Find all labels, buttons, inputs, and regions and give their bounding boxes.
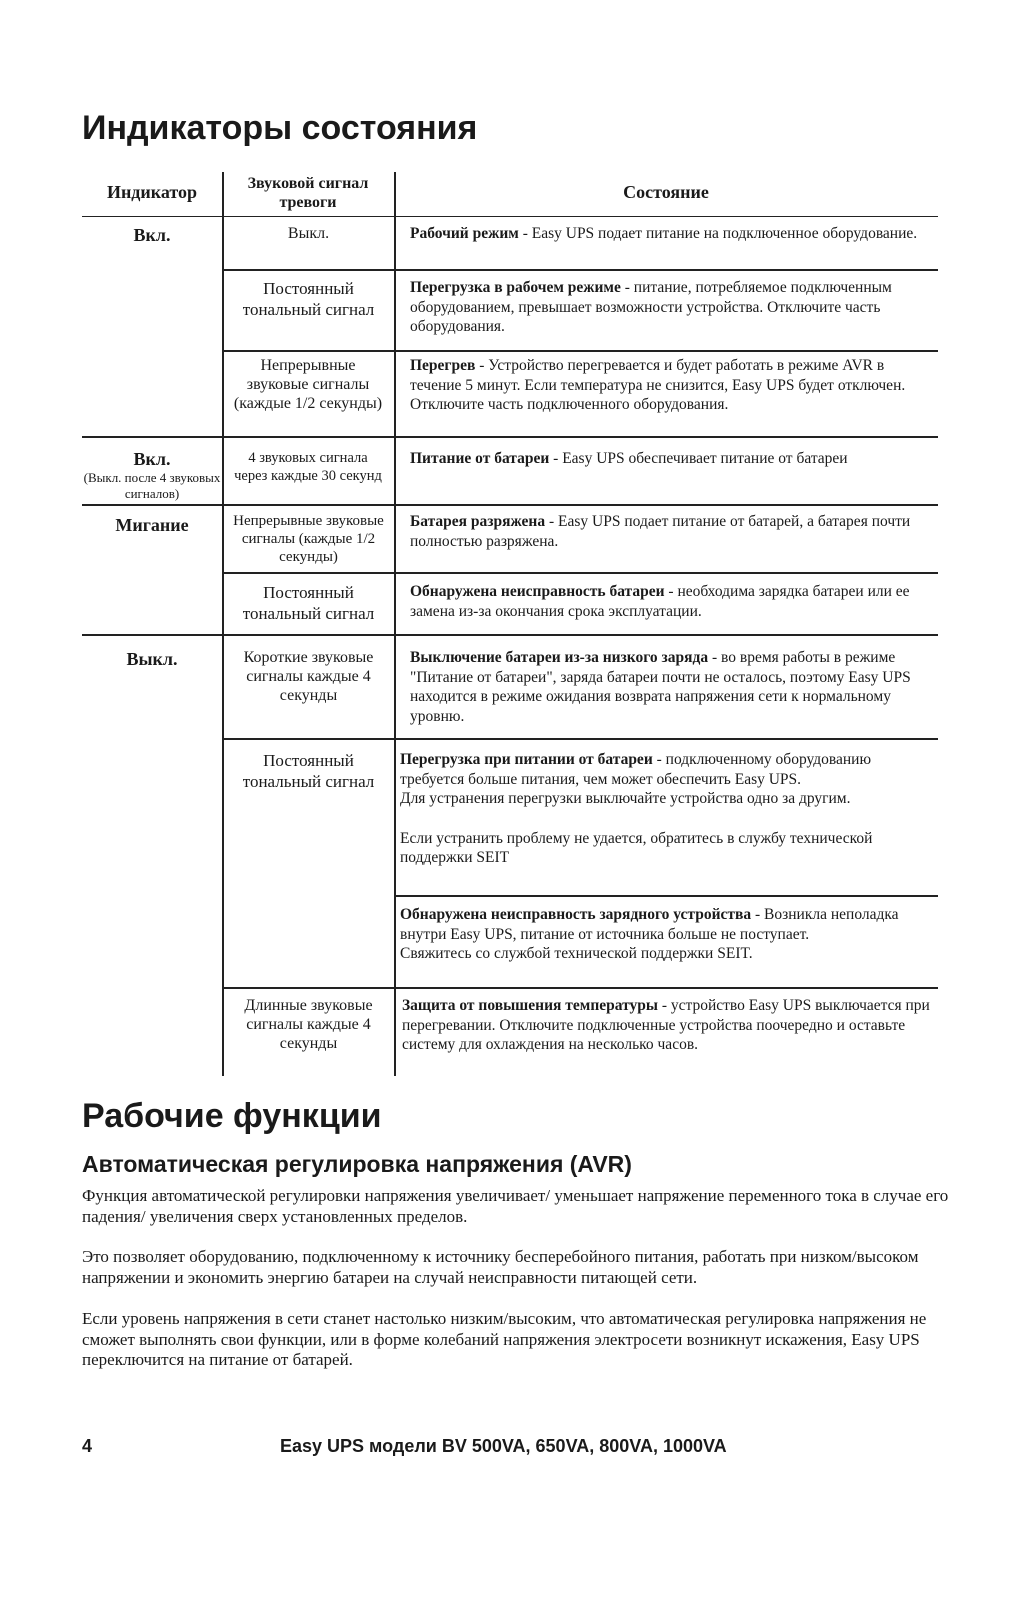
status-indicators-table bbox=[82, 172, 938, 1053]
paragraph: Это позволяет оборудованию, подключенному к источнику бесперебойного питания, работать при низком/высоком напряжении и экономить энергию батареи на случай неисправности питающей сети. bbox=[82, 1247, 919, 1287]
status-title: Выключение батареи из-за низкого заряда bbox=[410, 649, 709, 666]
status-text: - Устройство перегревается и будет работать в режиме AVR в течение 5 минут. Если температура не снизится, Easy UPS будет отключен. Отключите часть подключенного оборудования. bbox=[410, 357, 906, 413]
status-cell bbox=[410, 512, 932, 551]
alarm-cell: Короткие звуковые сигналы каждые 4 секунды bbox=[243, 649, 374, 704]
row-divider bbox=[223, 572, 938, 574]
page-number: 4 bbox=[82, 1436, 93, 1456]
status-text: - подключенному оборудованию требуется больше питания, чем может обеспечить Easy UPS. bbox=[400, 751, 872, 788]
indicator-note: (Выкл. после 4 звуковых сигналов) bbox=[83, 470, 221, 501]
status-text-line: Если устранить проблему не удается, обратитесь в службу технической поддержки SEIT bbox=[400, 829, 873, 866]
row-divider bbox=[223, 350, 938, 352]
status-cell bbox=[410, 278, 932, 337]
indicator-on-label: Вкл. bbox=[133, 449, 171, 469]
status-cell bbox=[410, 648, 932, 726]
indicator-off: Выкл. bbox=[126, 649, 178, 669]
section-title-operating-functions: Рабочие функции bbox=[82, 1097, 382, 1135]
row-divider bbox=[223, 987, 938, 989]
status-text-line: Свяжитесь со службой технической поддержки SEIT. bbox=[400, 945, 753, 962]
alarm-cell: Непрерывные звуковые сигналы (каждые 1/2 секунды) bbox=[233, 357, 383, 412]
status-cell bbox=[400, 905, 932, 964]
status-title: Перегрузка при питании от батареи bbox=[400, 751, 653, 768]
row-divider bbox=[395, 895, 938, 897]
status-title: Батарея разряжена bbox=[410, 513, 546, 530]
status-title: Перегрузка в рабочем режиме bbox=[410, 279, 621, 296]
status-cell bbox=[402, 996, 932, 1055]
status-cell bbox=[410, 582, 932, 621]
indicator-blink: Мигание bbox=[115, 515, 189, 535]
alarm-cell: Постоянный тональный сигнал bbox=[242, 583, 375, 623]
row-divider bbox=[82, 504, 938, 506]
row-divider bbox=[82, 436, 938, 438]
section-title-status-indicators: Индикаторы состояния bbox=[82, 109, 478, 147]
status-text: - Easy UPS подает питание от батарей, а батарея почти полностью разряжена. bbox=[410, 513, 911, 550]
alarm-cell: Непрерывные звуковые сигналы (каждые 1/2 секунды) bbox=[233, 513, 384, 565]
header-indicator: Индикатор bbox=[106, 182, 198, 202]
status-title: Рабочий режим bbox=[410, 225, 519, 242]
footer-title: Easy UPS модели BV 500VA, 650VA, 800VA, 1000VA bbox=[280, 1436, 727, 1456]
subsection-title-avr: Автоматическая регулировка напряжения (AVR) bbox=[82, 1151, 632, 1177]
status-text: - Easy UPS подает питание на подключенное оборудование. bbox=[518, 225, 918, 242]
header-alarm: Звуковой сигнал тревоги bbox=[247, 175, 369, 211]
alarm-cell: Длинные звуковые сигналы каждые 4 секунды bbox=[244, 997, 373, 1052]
alarm-cell: Выкл. bbox=[287, 225, 330, 242]
status-title: Перегрев bbox=[410, 357, 476, 374]
header-status: Состояние bbox=[623, 182, 709, 202]
status-title: Защита от повышения температуры bbox=[402, 997, 658, 1014]
paragraph: Функция автоматической регулировки напряжения увеличивает/ уменьшает напряжение переменного тока в случае его падения/ увеличения сверх установленных пределов. bbox=[82, 1186, 949, 1226]
status-text: - Easy UPS обеспечивает питание от батареи bbox=[549, 450, 848, 467]
status-text: - устройство Easy UPS выключается при перегревании. Отключите подключенные устройства поочередно и оставьте систему для охлаждения на несколько часов. bbox=[402, 997, 930, 1053]
status-text: - во время работы в режиме "Питание от батареи", заряда батареи почти не осталось, поэтому Easy UPS находится в режиме ожидания возврата напряжения сети к нормальному уровню. bbox=[410, 649, 911, 725]
status-cell bbox=[410, 224, 932, 244]
status-text: - Возникла неполадка внутри Easy UPS, питание от источника больше не поступает. bbox=[400, 906, 899, 943]
status-text: - питание, потребляемое подключенным оборудованием, превышает возможности устройства. Отключите часть оборудования. bbox=[410, 279, 892, 335]
row-divider bbox=[223, 269, 938, 271]
table-header bbox=[82, 172, 938, 217]
indicator-on-with-note bbox=[82, 448, 222, 502]
row-divider bbox=[223, 738, 938, 740]
status-title: Обнаружена неисправность батареи bbox=[410, 583, 665, 600]
status-cell bbox=[410, 356, 932, 415]
alarm-cell: 4 звуковых сигнала через каждые 30 секунд bbox=[234, 450, 382, 484]
row-divider bbox=[82, 634, 938, 636]
status-text-line: Для устранения перегрузки выключайте устройства одно за другим. bbox=[400, 790, 851, 807]
status-title: Обнаружена неисправность зарядного устройства bbox=[400, 906, 752, 923]
status-cell bbox=[400, 750, 932, 868]
indicator-on: Вкл. bbox=[133, 225, 171, 245]
status-title: Питание от батареи bbox=[410, 450, 550, 467]
table-column-divider bbox=[394, 172, 396, 1076]
alarm-cell: Постоянный тональный сигнал bbox=[242, 279, 375, 319]
alarm-cell: Постоянный тональный сигнал bbox=[242, 751, 375, 791]
status-text: - необходима зарядка батареи или ее замена из-за окончания срока эксплуатации. bbox=[410, 583, 910, 620]
status-cell bbox=[410, 449, 932, 469]
paragraph: Если уровень напряжения в сети станет настолько низким/высоким, что автоматическая регулировка напряжения не сможет выполнять свои функции, или в форме колебаний напряжения электросети возникнут искажения, Easy UPS переключится на питание от батарей. bbox=[82, 1309, 927, 1369]
